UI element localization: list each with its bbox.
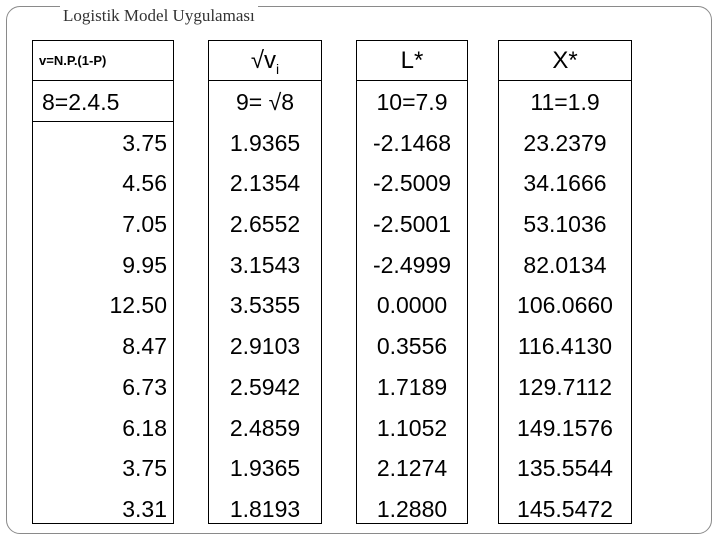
l-star-column [356, 40, 468, 524]
x-star-column [498, 40, 632, 524]
column-header-x-star: X* [499, 41, 631, 81]
value-cell: 2.4859 [229, 414, 301, 441]
value-cell: 0.0000 [376, 292, 448, 319]
value-cell: 6.18 [122, 414, 167, 441]
value-cell: 82.0134 [523, 251, 607, 278]
header-subscript: i [276, 61, 280, 77]
column-header-l-star: L* [357, 41, 467, 81]
value-cell: 12.50 [109, 292, 167, 319]
formula-cell: 9= √8 [235, 89, 295, 115]
slide-title: Logistik Model Uygulaması [60, 6, 258, 26]
value-cell: 1.1052 [376, 414, 448, 441]
value-cell: 34.1666 [523, 170, 607, 197]
value-cell: 6.73 [122, 373, 167, 400]
column-cells [499, 82, 631, 530]
header-main: √v [250, 47, 277, 74]
value-cell: 23.2379 [523, 129, 607, 156]
value-cell: 53.1036 [523, 211, 607, 238]
value-cell: 129.7112 [517, 373, 613, 400]
value-cell: 1.2880 [376, 495, 448, 522]
value-cell: 145.5472 [517, 495, 613, 522]
value-cell: 106.0660 [517, 292, 613, 319]
value-cell: 2.9103 [229, 333, 301, 360]
value-cell: 4.56 [122, 170, 167, 197]
value-cell: 2.1274 [376, 455, 448, 482]
column-cells [209, 82, 321, 530]
sqrt-variance-column [208, 40, 322, 524]
column-cells [357, 82, 467, 530]
value-cell: 3.31 [122, 495, 167, 522]
value-cell: -2.5001 [372, 211, 451, 238]
value-cell: 8.47 [122, 333, 167, 360]
value-cell: 9.95 [122, 251, 167, 278]
value-cell: 3.1543 [229, 251, 301, 278]
value-cell: -2.5009 [372, 170, 451, 197]
value-cell: 1.8193 [229, 495, 301, 522]
value-cell: 7.05 [122, 211, 167, 238]
value-cell: 149.1576 [517, 414, 613, 441]
formula-cell: 10=7.9 [376, 89, 448, 115]
formula-cell: 8=2.4.5 [42, 89, 120, 115]
value-cell: 1.7189 [376, 373, 448, 400]
value-cell: 2.6552 [229, 211, 301, 238]
value-cell: -2.4999 [372, 251, 451, 278]
value-cell: 0.3556 [376, 333, 448, 360]
value-cell: 3.5355 [229, 292, 301, 319]
column-cells [33, 82, 173, 530]
value-cell: 135.5544 [517, 455, 613, 482]
column-header-variance: v=N.P.(1-P) [33, 41, 173, 81]
column-header-sqrt [209, 41, 321, 81]
formula-cell: 11=1.9 [530, 89, 600, 115]
value-cell: -2.1468 [372, 129, 451, 156]
value-cell: 116.4130 [517, 333, 613, 360]
value-cell: 3.75 [122, 455, 167, 482]
value-cell: 1.9365 [229, 455, 301, 482]
value-cell: 2.5942 [229, 373, 301, 400]
value-cell: 2.1354 [229, 170, 301, 197]
value-cell: 3.75 [122, 129, 167, 156]
variance-column [32, 40, 174, 524]
value-cell: 1.9365 [229, 129, 301, 156]
